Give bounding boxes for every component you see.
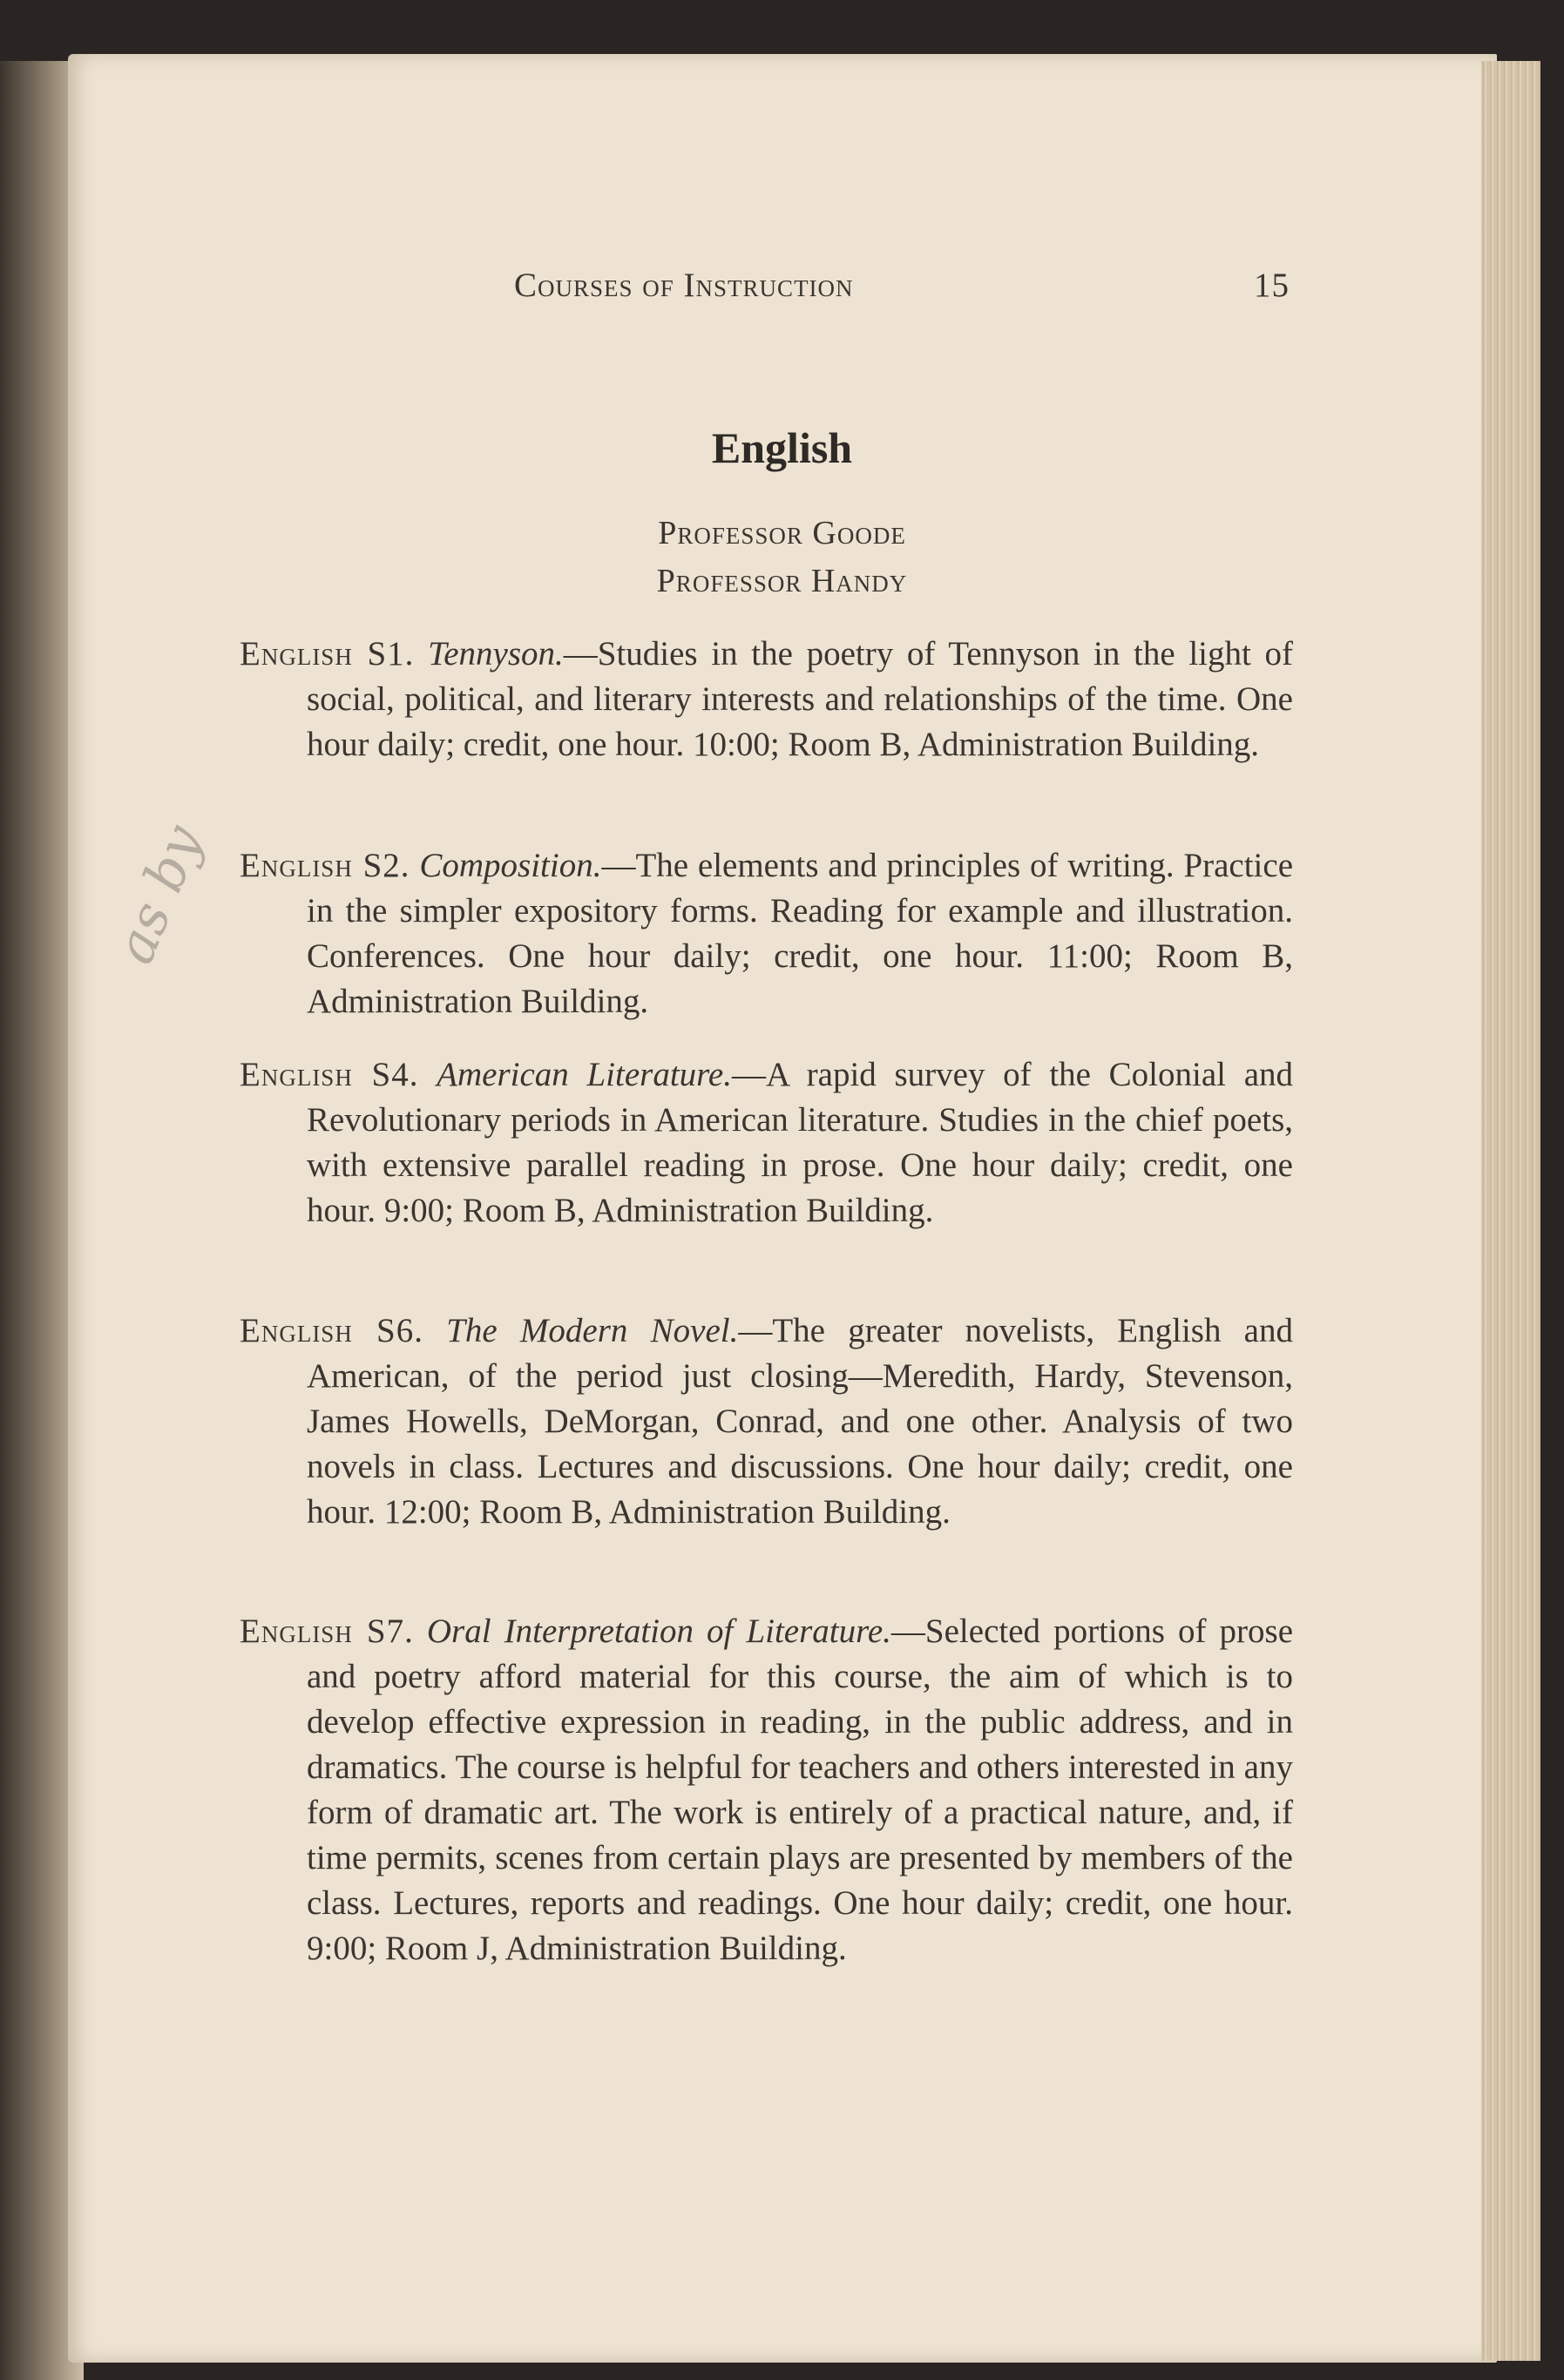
course-entry — [240, 843, 1293, 1024]
course-entry — [240, 1609, 1294, 1971]
running-head — [514, 266, 1290, 305]
professor-name: Professor Goode — [658, 515, 906, 551]
course-code: English S4. — [240, 1056, 419, 1093]
section-title: Courses of Instruction — [514, 267, 854, 304]
professor-name: Professor Handy — [656, 563, 908, 599]
course-entry — [240, 632, 1294, 767]
course-description: —The elements and principles of writing. Practice in the simpler expository forms. Reading for example and illustration. Conferences. One hour daily; credit, one hour. 11:00; Room B, Administration Building. — [307, 847, 1293, 1020]
pencil-margin-note: as by — [102, 816, 215, 972]
course-entry — [240, 1308, 1293, 1535]
course-code: English S2. — [240, 847, 410, 884]
course-title: The Modern Novel. — [446, 1312, 739, 1349]
course-title: Tennyson. — [428, 635, 564, 673]
course-code: English S7. — [240, 1613, 414, 1650]
course-title: American Literature. — [437, 1056, 732, 1093]
course-description: —The greater novelists, English and American, of the period just closing—Meredith, Hardy, Stevenson, James Howells, DeMorgan, Conrad, and one other. Analysis of two novels in class. Lectures and discussions. One hour daily; credit, one hour. 12:00; Room B, Administration Building. — [307, 1312, 1293, 1531]
course-entry — [240, 1052, 1294, 1234]
course-code: English S6. — [240, 1312, 423, 1349]
page-stack-edge — [1481, 61, 1540, 2361]
course-description: —A rapid survey of the Colonial and Revolutionary periods in American literature. Studies in the chief poets, with extensive parallel reading in prose. One hour daily; credit, one hour. 9:00; Room B, Administration Building. — [307, 1056, 1294, 1229]
page-number: 15 — [1254, 267, 1290, 304]
course-description: —Studies in the poetry of Tennyson in the light of social, political, and literary interests and relationships of the time. One hour daily; credit, one hour. 10:00; Room B, Administration Building. — [307, 635, 1294, 763]
course-description: —Selected portions of prose and poetry afford material for this course, the aim of which is to develop effective expression in reading, in the public address, and in dramatics. The course is helpful for teachers and others interested in any form of dramatic art. The work is entirely of a practical nature, and, if time permits, scenes from certain plays are presented by members of the class. Lectures, reports and readings. One hour daily; credit, one hour. 9:00; Room J, Administration Building. — [307, 1613, 1294, 1967]
department-title: English — [711, 423, 853, 472]
course-title: Oral Interpretation of Literature. — [426, 1613, 891, 1650]
course-title: Composition. — [419, 847, 602, 884]
course-code: English S1. — [240, 635, 415, 673]
